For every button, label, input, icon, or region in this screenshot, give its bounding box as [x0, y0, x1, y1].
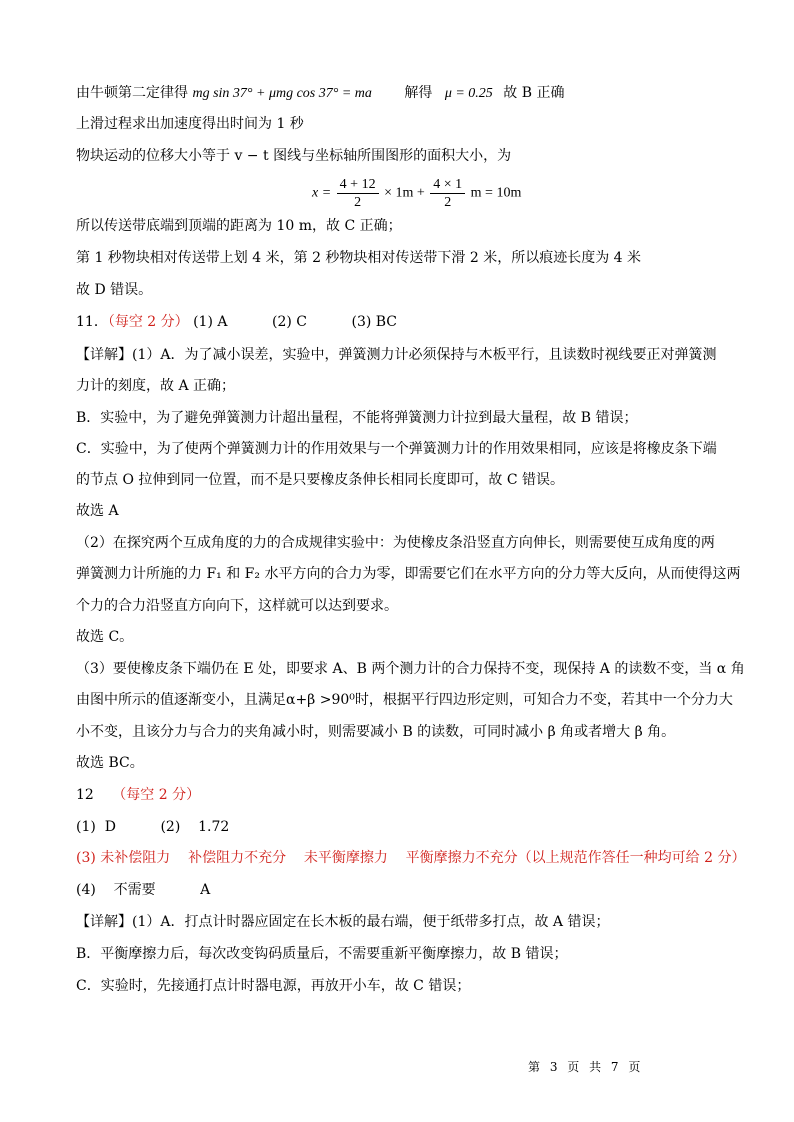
text-line: 故选 A — [76, 503, 119, 519]
text-line: 【详解】(1）A．为了减小误差，实验中，弹簧测力计必须保持与木板平行，且读数时视线要正对弹簧测 — [76, 347, 717, 363]
text-line: B．平衡摩擦力后，每次改变钩码质量后，不需要重新平衡摩擦力，故 B 错误； — [76, 946, 568, 962]
formula-mid: × 1m + — [384, 185, 425, 201]
equation: mg sin 37° + μmg cos 37° = ma — [192, 86, 372, 101]
text-line: C．实验中，为了使两个弹簧测力计的作用效果与一个弹簧测力计的作用效果相同，应该是将橡皮条下端 — [76, 441, 717, 457]
text-line — [76, 83, 564, 104]
text-line: 物块运动的位移大小等于 v − t 图线与坐标轴所围图形的面积大小，为 — [76, 148, 512, 164]
question-12-header — [76, 785, 200, 805]
answer-note: (3) 未补偿阻力 补偿阻力不充分 未平衡摩擦力 平衡摩擦力不充分（以上规范作答任一种均可给 2 分） — [76, 850, 746, 866]
formula-lhs: x = — [312, 185, 332, 201]
fraction-denominator: 2 — [354, 195, 362, 210]
formula-rhs: m = 10m — [470, 185, 522, 201]
score-note: （每空 2 分） — [107, 314, 189, 330]
fraction-denominator: 2 — [444, 195, 452, 210]
text-line: 所以传送带底端到顶端的距离为 10 m，故 C 正确； — [76, 218, 402, 234]
displacement-formula — [312, 176, 521, 211]
text-line: 故选 BC。 — [76, 755, 144, 771]
fraction-numerator: 4 × 1 — [430, 176, 465, 194]
text-line: 故选 C。 — [76, 629, 134, 645]
text-line: 由图中所示的值逐渐变小，且满足α+β >90⁰时，根据平行四边形定则，可知合力不变，若其中一个分力大 — [76, 692, 733, 708]
text-line: 【详解】(1）A．打点计时器应固定在长木板的最右端，便于纸带多打点，故 A 错误； — [76, 914, 610, 930]
text: 由牛顿第二定律得 — [76, 85, 188, 101]
text-line: (1) D (2) 1.72 — [76, 819, 230, 835]
text-line: （3）要使橡皮条下端仍在 E 处，即要求 A、B 两个测力计的合力保持不变，现保持 A 的读数不变，当 α 角 — [76, 661, 745, 677]
text-line: 的节点 O 拉伸到同一位置，而不是只要橡皮条伸长相同长度即可，故 C 错误。 — [76, 472, 564, 488]
question-11-header — [76, 312, 397, 332]
text-line: (4) 不需要 A — [76, 882, 211, 898]
question-number: 11． — [76, 314, 108, 330]
text: 故 B 正确 — [503, 85, 565, 101]
fraction-numerator: 4 + 12 — [337, 176, 379, 194]
text-line: 弹簧测力计所施的力 F₁ 和 F₂ 水平方向的合力为零，即需要它们在水平方向的分力等大反向，从而使得这两 — [76, 566, 741, 582]
text-line: 力计的刻度，故 A 正确； — [76, 378, 236, 394]
question-number: 12 — [76, 787, 94, 803]
text-line: B．实验中，为了避免弹簧测力计超出量程，不能将弹簧测力计拉到最大量程，故 B 错误； — [76, 410, 638, 426]
text: 解得 — [404, 85, 433, 101]
text-line: C．实验时，先接通打点计时器电源，再放开小车，故 C 错误； — [76, 978, 471, 994]
score-note: （每空 2 分） — [112, 787, 201, 803]
text-line: 小不变，且该分力与合力的夹角减小时，则需要减小 B 的读数，可同时减小 β 角或者增大 β 角。 — [76, 724, 676, 740]
text-line: 个力的合力沿竖直方向向下，这样就可以达到要求。 — [76, 598, 398, 614]
text-line: （2）在探究两个互成角度的力的合成规律实验中：为使橡皮条沿竖直方向伸长，则需要使互成角度的两 — [76, 535, 715, 551]
fraction — [337, 176, 379, 211]
page-footer: 第 3 页 共 7 页 — [528, 1060, 644, 1074]
text-line: 故 D 错误。 — [76, 282, 153, 298]
text-line: 上滑过程求出加速度得出时间为 1 秒 — [76, 116, 304, 132]
equation: μ = 0.25 — [444, 86, 493, 101]
fraction — [430, 176, 465, 211]
text-line: 第 1 秒物块相对传送带上划 4 米，第 2 秒物块相对传送带下滑 2 米，所以痕迹长度为 4 米 — [76, 250, 642, 266]
answers: (1) A (2) C (3) BC — [193, 314, 398, 330]
